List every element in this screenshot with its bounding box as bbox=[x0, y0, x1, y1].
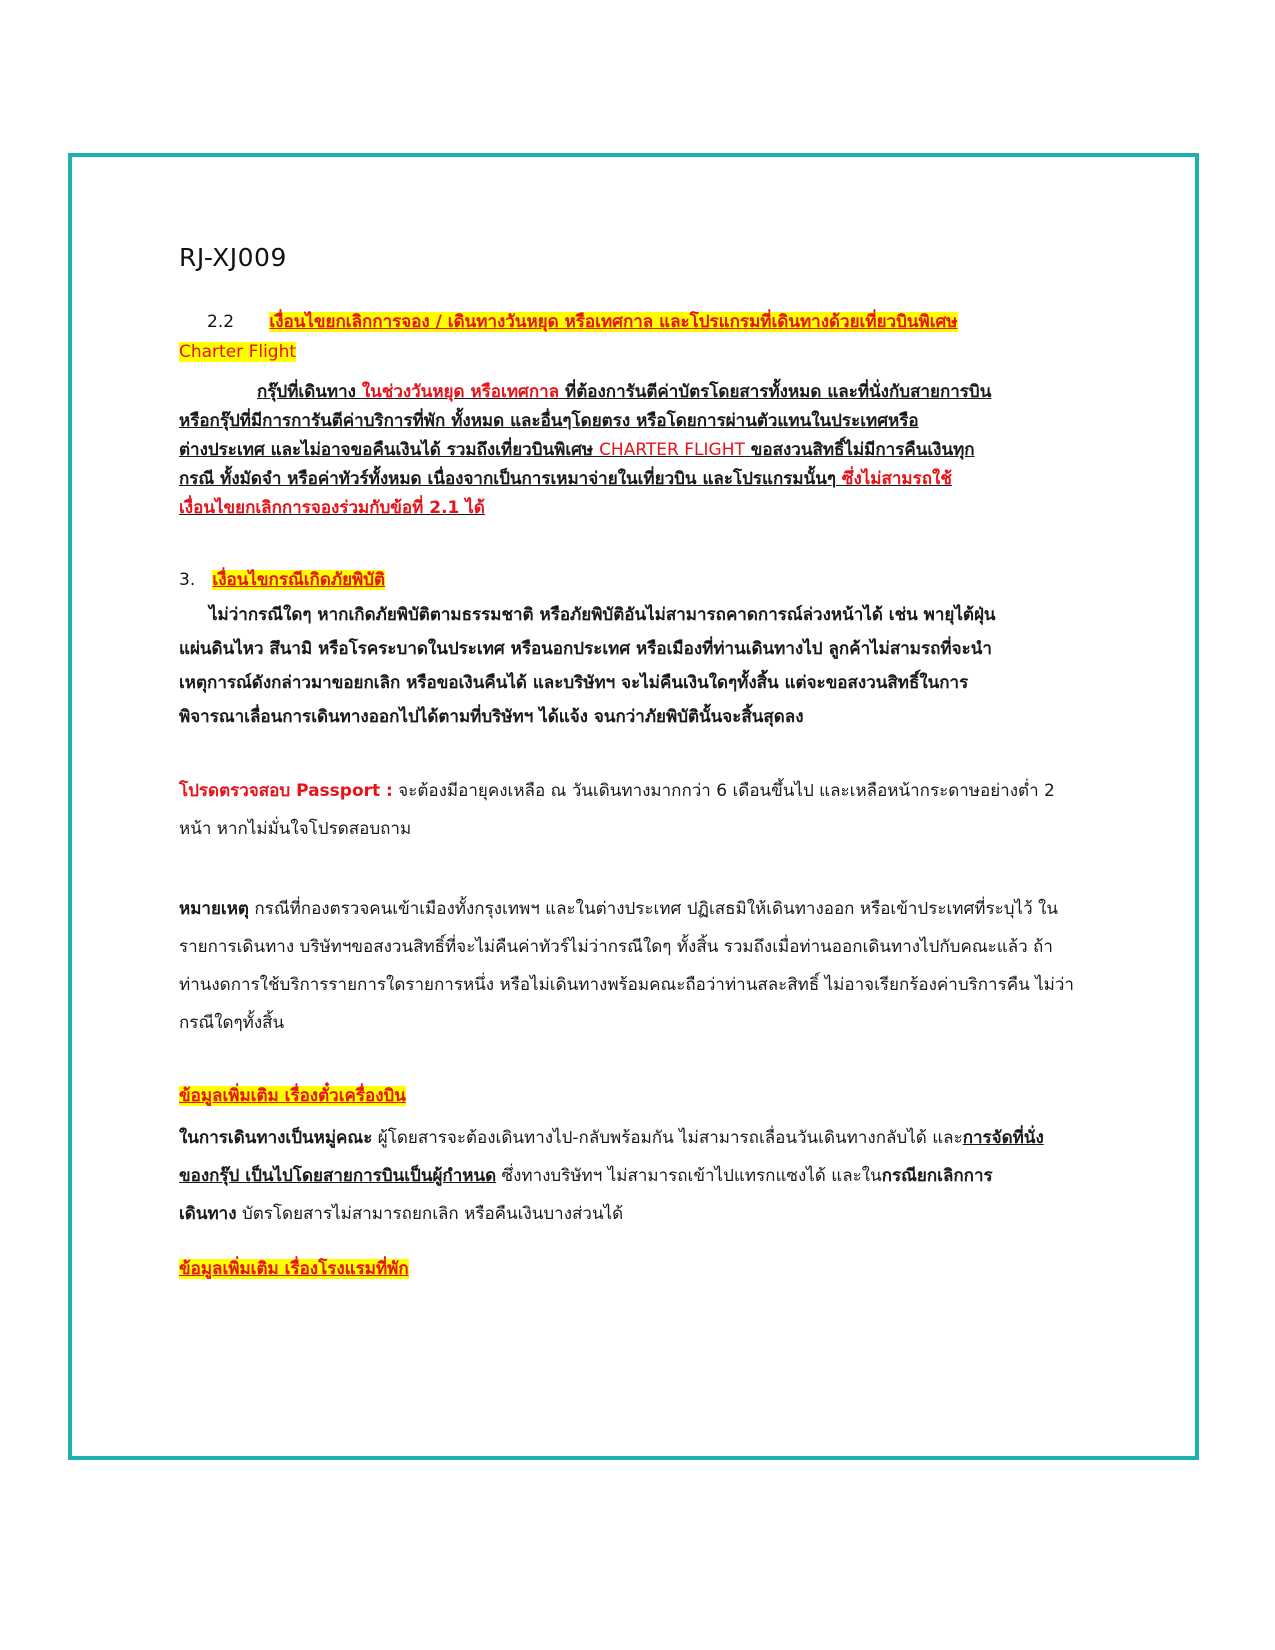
remark-text: กรณีที่กองตรวจคนเข้าเมืองทั้งกรุงเทพฯ และในต่างประเทศ ปฏิเสธมิให้เดินทางออก หรือเข้าประเทศที่ระบุไว้ ใน bbox=[254, 899, 1058, 919]
paragraph-text: หรือกรุ๊ปที่มีการการันตีค่าบริการที่พัก ทั้งหมด และอื่นๆโดยตรง หรือโดยการผ่านตัวแทนในประเทศหรือ bbox=[179, 411, 919, 431]
section-number: 2.2 bbox=[207, 312, 235, 332]
section-number: 3. bbox=[179, 570, 196, 590]
section-3 bbox=[179, 566, 1099, 734]
flight-info-text: การจัดที่นั่ง bbox=[962, 1128, 1044, 1148]
flight-info-text: บัตรโดยสารไม่สามารถยกเลิก หรือคืนเงินบางส่วนได้ bbox=[241, 1204, 624, 1224]
remark-section bbox=[179, 890, 1099, 1042]
section-2-2 bbox=[179, 308, 1099, 523]
flight-info-text: เดินทาง bbox=[179, 1204, 237, 1224]
passport-text: จะต้องมีอายุคงเหลือ ณ วันเดินทางมากกว่า 6 เดือนขึ้นไป และเหลือหน้ากระดาษอย่างต่ำ 2 bbox=[398, 781, 1055, 801]
highlighted-text: CHARTER FLIGHT bbox=[599, 440, 745, 460]
flight-info-text: ผู้โดยสารจะต้องเดินทางไป-กลับพร้อมกัน ไม่สามารถเลื่อนวันเดินทางกลับได้ และ bbox=[377, 1128, 963, 1148]
highlighted-text: ซึ่งไม่สามรถใช้ bbox=[841, 469, 952, 489]
highlighted-text: ในช่วงวันหยุด หรือเทศกาล bbox=[361, 382, 560, 402]
paragraph-text: ต่างประเทศ และไม่อาจขอคืนเงินได้ รวมถึงเที่ยวบินพิเศษ bbox=[179, 440, 594, 460]
passport-notice bbox=[179, 772, 1099, 848]
paragraph-line: แผ่นดินไหว สึนามิ หรือโรคระบาดในประเทศ หรือนอกประเทศ หรือเมืองที่ท่านเดินทางไป ลูกค้าไม่สามรถที่จะนำ bbox=[179, 639, 992, 659]
section-heading: เงื่อนไขกรณีเกิดภัยพิบัติ bbox=[212, 570, 386, 590]
paragraph-text: ขอสงวนสิทธิ์ไม่มีการคืนเงินทุก bbox=[750, 440, 975, 460]
remark-text: กรณีใดๆทั้งสิ้น bbox=[179, 1013, 285, 1033]
hotel-info-section bbox=[179, 1255, 1099, 1282]
paragraph-text: เงื่อนไขยกเลิกการจองร่วมกับข้อที่ 2.1 ได้ bbox=[179, 498, 485, 518]
flight-info-text: ในการเดินทางเป็นหมู่คณะ bbox=[179, 1128, 373, 1148]
section-heading-continued: Charter Flight bbox=[179, 342, 297, 362]
paragraph-text: ที่ต้องการันตีค่าบัตรโดยสารทั้งหมด และที่นั่งกับสายการบิน bbox=[565, 382, 992, 402]
paragraph-text: กรุ๊ปที่เดินทาง bbox=[257, 382, 356, 402]
flight-info-section bbox=[179, 1077, 1099, 1233]
passport-label: โปรดตรวจสอบ Passport : bbox=[179, 781, 393, 801]
hotel-info-heading: ข้อมูลเพิ่มเติม เรื่องโรงแรมที่พัก bbox=[179, 1259, 409, 1279]
section-heading: เงื่อนไขยกเลิกการจอง / เดินทางวันหยุด หรือเทศกาล และโปรแกรมที่เดินทางด้วยเที่ยวบินพิเศษ bbox=[269, 312, 958, 332]
flight-info-text: กรณียกเลิกการ bbox=[881, 1166, 993, 1186]
flight-info-heading: ข้อมูลเพิ่มเติม เรื่องตั๋วเครื่องบิน bbox=[179, 1086, 406, 1106]
remark-label: หมายเหตุ bbox=[179, 899, 249, 919]
remark-text: รายการเดินทาง บริษัทฯขอสงวนสิทธิ์ที่จะไม่คืนค่าทัวร์ไม่ว่ากรณีใดๆ ทั้งสิ้น รวมถึงเมื่อท่านออกเดินทางไปกับคณะแล้ว ถ้า bbox=[179, 937, 1053, 957]
paragraph-line: ไม่ว่ากรณีใดๆ หากเกิดภัยพิบัติตามธรรมชาติ หรือภัยพิบัติอันไม่สามารถคาดการณ์ล่วงหน้าได้ เช่น พายุไต้ฝุ่น bbox=[209, 605, 996, 625]
flight-info-text: ซึ่งทางบริษัทฯ ไม่สามารถเข้าไปแทรกแซงได้ และใน bbox=[501, 1166, 882, 1186]
paragraph-line: เหตุการณ์ดังกล่าวมาขอยกเลิก หรือขอเงินคืนได้ และบริษัทฯ จะไม่คืนเงินใดๆทั้งสิ้น แต่จะขอสงวนสิทธิ์ในการ bbox=[179, 673, 969, 693]
flight-info-text: ของกรุ๊ป เป็นไปโดยสายการบินเป็นผู้กำหนด bbox=[179, 1166, 497, 1186]
document-code: RJ-XJ009 bbox=[179, 243, 287, 272]
paragraph-line: พิจารณาเลื่อนการเดินทางออกไปได้ตามที่บริษัทฯ ได้แจ้ง จนกว่าภัยพิบัตินั้นจะสิ้นสุดลง bbox=[179, 707, 804, 727]
passport-text: หน้า หากไม่มั่นใจโปรดสอบถาม bbox=[179, 819, 412, 839]
remark-text: ท่านงดการใช้บริการรายการใดรายการหนึ่ง หรือไม่เดินทางพร้อมคณะถือว่าท่านสละสิทธิ์ ไม่อาจเรียกร้องค่าบริการคืน ไม่ว่า bbox=[179, 975, 1074, 995]
paragraph-text: กรณี ทั้งมัดจำ หรือค่าทัวร์ทั้งหมด เนื่องจากเป็นการเหมาจ่ายในเที่ยวบิน และโปรแกรมนั้นๆ bbox=[179, 469, 836, 489]
